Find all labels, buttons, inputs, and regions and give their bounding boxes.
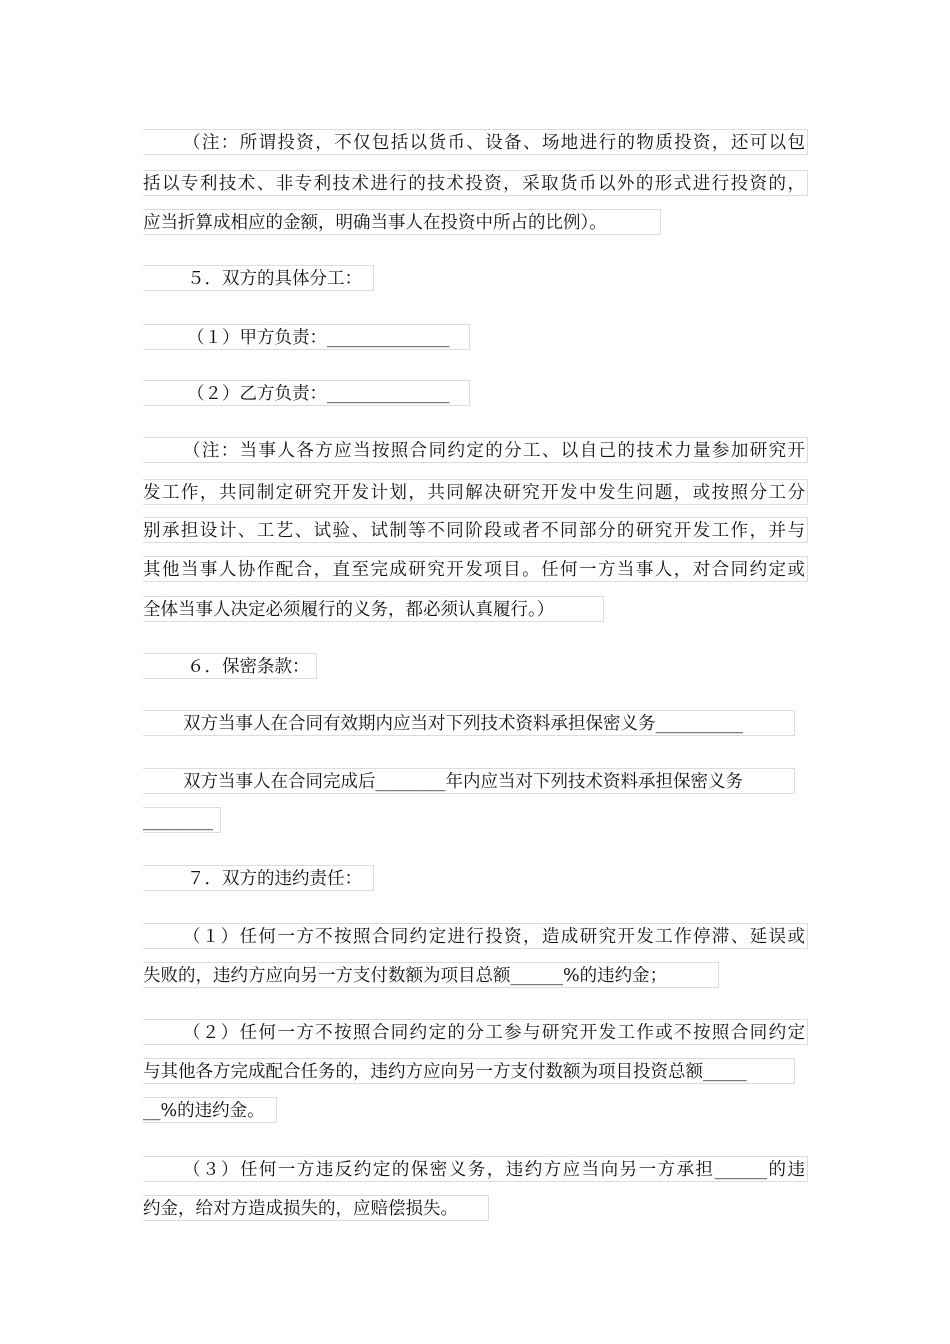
- section-5-item-2: （２）乙方负责：______________: [143, 380, 470, 406]
- section-6-heading: ６．保密条款：: [143, 653, 317, 679]
- note-division-line-3: 别承担设计、工艺、试验、试制等不同阶段或者不同部分的研究开发工作，并与: [143, 517, 808, 543]
- note-division-line-4: 其他当事人协作配合，直至完成研究开发项目。任何一方当事人，对合同约定或: [143, 556, 808, 582]
- section-7-item-2-line-2: 与其他各方完成配合任务的，违约方应向另一方支付数额为项目投资总额_____: [143, 1058, 795, 1084]
- note-investment-line-3: 应当折算成相应的金额，明确当事人在投资中所占的比例）。: [143, 209, 661, 235]
- section-6-paragraph-2-line-1: 双方当事人在合同完成后________年内应当对下列技术资料承担保密义务: [143, 768, 795, 794]
- section-7-item-2-line-1: （２）任何一方不按照合同约定的分工参与研究开发工作或不按照合同约定: [143, 1019, 808, 1045]
- note-division-line-5: 全体当事人决定必须履行的义务，都必须认真履行。）: [143, 596, 604, 622]
- section-6-paragraph-2-line-2: ________: [143, 807, 221, 833]
- note-division-line-2: 发工作，共同制定研究开发计划，共同解决研究开发中发生问题，或按照分工分: [143, 479, 808, 505]
- section-7-item-1-line-1: （１）任何一方不按照合同约定进行投资，造成研究开发工作停滞、延误或: [143, 923, 808, 949]
- section-5-heading: ５．双方的具体分工：: [143, 265, 374, 291]
- section-7-item-3-line-2: 约金，给对方造成损失的，应赔偿损失。: [143, 1195, 489, 1221]
- section-7-item-1-line-2: 失败的，违约方应向另一方支付数额为项目总额______%的违约金；: [143, 962, 719, 988]
- section-7-item-2-line-3: __%的违约金。: [143, 1097, 277, 1123]
- note-investment-line-1: （注：所谓投资，不仅包括以货币、设备、场地进行的物质投资，还可以包: [143, 129, 808, 155]
- note-investment-line-2: 括以专利技术、非专利技术进行的技术投资，采取货币以外的形式进行投资的，: [143, 170, 808, 196]
- section-7-item-3-line-1: （３）任何一方违反约定的保密义务，违约方应当向另一方承担______的违: [143, 1156, 808, 1182]
- section-7-heading: ７．双方的违约责任：: [143, 865, 374, 891]
- section-6-paragraph-1: 双方当事人在合同有效期内应当对下列技术资料承担保密义务__________: [143, 710, 795, 736]
- section-5-item-1: （１）甲方负责：______________: [143, 324, 470, 350]
- note-division-line-1: （注：当事人各方应当按照合同约定的分工、以自己的技术力量参加研究开: [143, 437, 808, 463]
